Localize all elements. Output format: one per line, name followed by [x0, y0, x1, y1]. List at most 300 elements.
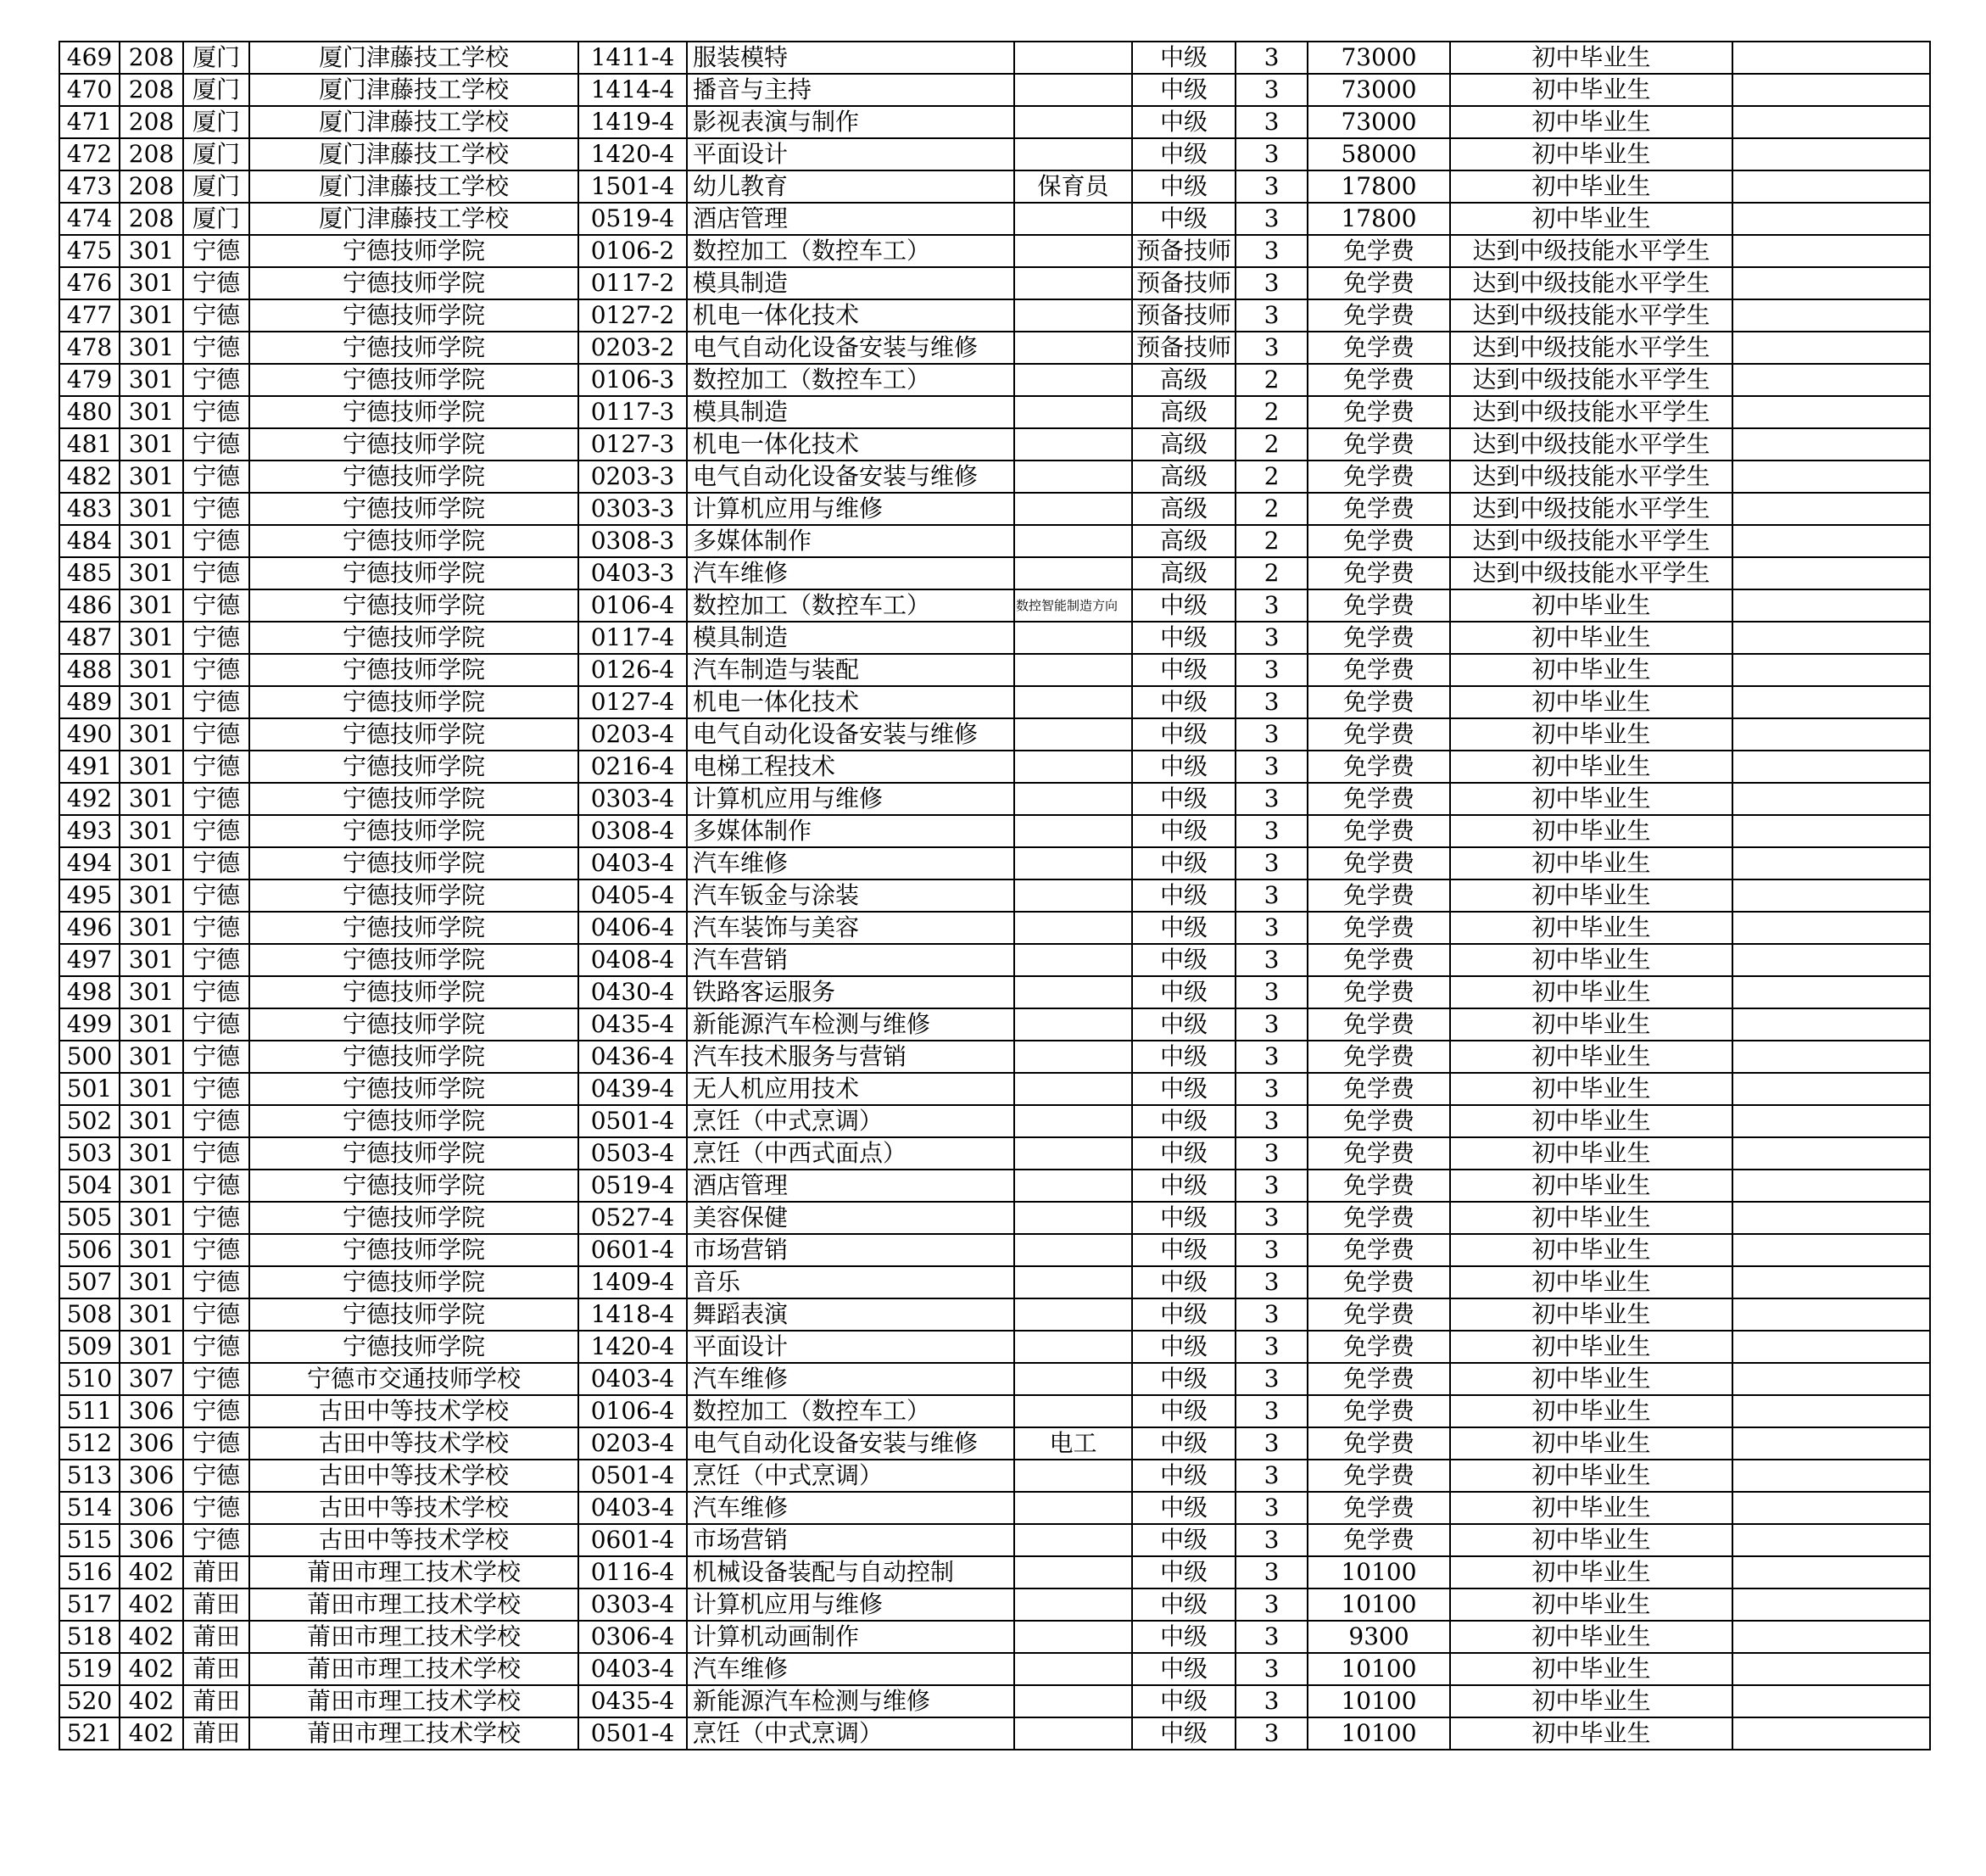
major-name-cell: 汽车装饰与美容: [687, 912, 1014, 944]
remark-cell: [1732, 1395, 1930, 1427]
school-name-cell: 宁德技师学院: [249, 364, 578, 396]
school-name-cell: 宁德技师学院: [249, 686, 578, 718]
direction-cell: [1014, 493, 1132, 525]
remark-cell: [1732, 1266, 1930, 1298]
school-name-cell: 厦门津藤技工学校: [249, 74, 578, 106]
direction-cell: [1014, 428, 1132, 461]
table-row: [59, 815, 1930, 847]
level-cell: 中级: [1132, 1170, 1236, 1202]
major-name-cell: 多媒体制作: [687, 815, 1014, 847]
direction-cell: [1014, 461, 1132, 493]
school-name-cell: 宁德技师学院: [249, 525, 578, 557]
years-cell: 3: [1236, 1556, 1308, 1588]
remark-cell: [1732, 106, 1930, 138]
enrollment-target-cell: 达到中级技能水平学生: [1450, 267, 1732, 299]
direction-cell: [1014, 364, 1132, 396]
level-cell: 预备技师: [1132, 332, 1236, 364]
school-code-cell: 301: [120, 879, 183, 912]
enrollment-target-cell: 初中毕业生: [1450, 1685, 1732, 1717]
major-code-cell: 0406-4: [578, 912, 687, 944]
table-row: [59, 1041, 1930, 1073]
tuition-cell: 免学费: [1308, 783, 1450, 815]
major-name-cell: 电气自动化设备安装与维修: [687, 461, 1014, 493]
remark-cell: [1732, 1717, 1930, 1750]
years-cell: 3: [1236, 1170, 1308, 1202]
direction-cell: [1014, 1105, 1132, 1137]
major-code-cell: 0126-4: [578, 654, 687, 686]
level-cell: 中级: [1132, 1008, 1236, 1041]
table-row: [59, 879, 1930, 912]
direction-cell: [1014, 1266, 1132, 1298]
level-cell: 中级: [1132, 1234, 1236, 1266]
major-name-cell: 平面设计: [687, 138, 1014, 170]
school-name-cell: 宁德技师学院: [249, 847, 578, 879]
row-number-cell: 500: [59, 1041, 120, 1073]
school-code-cell: 208: [120, 74, 183, 106]
table-row: [59, 364, 1930, 396]
table-row: [59, 138, 1930, 170]
table-row: [59, 1137, 1930, 1170]
table-row: [59, 1105, 1930, 1137]
school-name-cell: 莆田市理工技术学校: [249, 1717, 578, 1750]
tuition-cell: 免学费: [1308, 912, 1450, 944]
school-code-cell: 306: [120, 1492, 183, 1524]
school-name-cell: 宁德技师学院: [249, 622, 578, 654]
row-number-cell: 492: [59, 783, 120, 815]
major-name-cell: 电气自动化设备安装与维修: [687, 718, 1014, 751]
direction-cell: [1014, 1041, 1132, 1073]
school-code-cell: 301: [120, 686, 183, 718]
major-code-cell: 0303-4: [578, 783, 687, 815]
direction-cell: [1014, 976, 1132, 1008]
school-name-cell: 宁德技师学院: [249, 267, 578, 299]
table-row: [59, 1395, 1930, 1427]
direction-cell: [1014, 944, 1132, 976]
tuition-cell: 10100: [1308, 1588, 1450, 1621]
school-name-cell: 宁德技师学院: [249, 912, 578, 944]
major-code-cell: 0439-4: [578, 1073, 687, 1105]
tuition-cell: 免学费: [1308, 493, 1450, 525]
city-cell: 宁德: [183, 589, 249, 622]
tuition-cell: 免学费: [1308, 1105, 1450, 1137]
major-code-cell: 0403-4: [578, 1653, 687, 1685]
row-number-cell: 473: [59, 170, 120, 203]
school-name-cell: 宁德技师学院: [249, 815, 578, 847]
years-cell: 3: [1236, 718, 1308, 751]
tuition-cell: 免学费: [1308, 815, 1450, 847]
city-cell: 宁德: [183, 461, 249, 493]
major-code-cell: 0435-4: [578, 1685, 687, 1717]
level-cell: 中级: [1132, 1717, 1236, 1750]
school-name-cell: 宁德技师学院: [249, 1234, 578, 1266]
remark-cell: [1732, 493, 1930, 525]
table-row: [59, 654, 1930, 686]
direction-cell: 数控智能制造方向: [1014, 589, 1132, 622]
major-code-cell: 0436-4: [578, 1041, 687, 1073]
table-row: [59, 1524, 1930, 1556]
major-name-cell: 机电一体化技术: [687, 428, 1014, 461]
tuition-cell: 免学费: [1308, 1331, 1450, 1363]
years-cell: 3: [1236, 1363, 1308, 1395]
major-name-cell: 汽车维修: [687, 847, 1014, 879]
years-cell: 3: [1236, 1588, 1308, 1621]
level-cell: 中级: [1132, 718, 1236, 751]
major-code-cell: 0501-4: [578, 1460, 687, 1492]
years-cell: 3: [1236, 1427, 1308, 1460]
row-number-cell: 488: [59, 654, 120, 686]
tuition-cell: 免学费: [1308, 1170, 1450, 1202]
table-row: [59, 1234, 1930, 1266]
major-name-cell: 无人机应用技术: [687, 1073, 1014, 1105]
years-cell: 3: [1236, 1717, 1308, 1750]
major-name-cell: 汽车制造与装配: [687, 654, 1014, 686]
school-code-cell: 301: [120, 1170, 183, 1202]
school-code-cell: 402: [120, 1685, 183, 1717]
row-number-cell: 495: [59, 879, 120, 912]
table-row: [59, 1588, 1930, 1621]
city-cell: 宁德: [183, 1202, 249, 1234]
major-name-cell: 音乐: [687, 1266, 1014, 1298]
enrollment-target-cell: 初中毕业生: [1450, 42, 1732, 74]
table-row: [59, 299, 1930, 332]
direction-cell: [1014, 332, 1132, 364]
row-number-cell: 508: [59, 1298, 120, 1331]
city-cell: 宁德: [183, 396, 249, 428]
school-name-cell: 宁德技师学院: [249, 235, 578, 267]
major-name-cell: 市场营销: [687, 1234, 1014, 1266]
tuition-cell: 免学费: [1308, 557, 1450, 589]
major-name-cell: 汽车维修: [687, 1653, 1014, 1685]
level-cell: 中级: [1132, 1395, 1236, 1427]
enrollment-target-cell: 初中毕业生: [1450, 74, 1732, 106]
row-number-cell: 512: [59, 1427, 120, 1460]
table-row: [59, 976, 1930, 1008]
city-cell: 宁德: [183, 332, 249, 364]
table-row: [59, 1170, 1930, 1202]
tuition-cell: 免学费: [1308, 1363, 1450, 1395]
enrollment-target-cell: 达到中级技能水平学生: [1450, 364, 1732, 396]
remark-cell: [1732, 42, 1930, 74]
school-name-cell: 宁德技师学院: [249, 428, 578, 461]
remark-cell: [1732, 332, 1930, 364]
enrollment-target-cell: 初中毕业生: [1450, 1202, 1732, 1234]
city-cell: 宁德: [183, 1427, 249, 1460]
years-cell: 3: [1236, 686, 1308, 718]
row-number-cell: 517: [59, 1588, 120, 1621]
tuition-cell: 免学费: [1308, 1234, 1450, 1266]
table-row: [59, 686, 1930, 718]
years-cell: 2: [1236, 557, 1308, 589]
school-code-cell: 301: [120, 944, 183, 976]
row-number-cell: 510: [59, 1363, 120, 1395]
school-name-cell: 宁德技师学院: [249, 1008, 578, 1041]
table-row: [59, 1073, 1930, 1105]
level-cell: 中级: [1132, 138, 1236, 170]
direction-cell: [1014, 815, 1132, 847]
remark-cell: [1732, 1170, 1930, 1202]
enrollment-target-cell: 初中毕业生: [1450, 1266, 1732, 1298]
major-code-cell: 0601-4: [578, 1524, 687, 1556]
school-code-cell: 301: [120, 1202, 183, 1234]
school-name-cell: 宁德技师学院: [249, 332, 578, 364]
school-name-cell: 莆田市理工技术学校: [249, 1556, 578, 1588]
city-cell: 宁德: [183, 622, 249, 654]
city-cell: 宁德: [183, 944, 249, 976]
major-name-cell: 机电一体化技术: [687, 686, 1014, 718]
years-cell: 3: [1236, 622, 1308, 654]
level-cell: 中级: [1132, 654, 1236, 686]
level-cell: 高级: [1132, 461, 1236, 493]
major-name-cell: 汽车钣金与涂装: [687, 879, 1014, 912]
city-cell: 厦门: [183, 106, 249, 138]
major-code-cell: 0303-4: [578, 1588, 687, 1621]
level-cell: 中级: [1132, 847, 1236, 879]
enrollment-target-cell: 初中毕业生: [1450, 1137, 1732, 1170]
table-row: [59, 1008, 1930, 1041]
city-cell: 宁德: [183, 493, 249, 525]
major-name-cell: 数控加工（数控车工）: [687, 589, 1014, 622]
row-number-cell: 521: [59, 1717, 120, 1750]
city-cell: 宁德: [183, 299, 249, 332]
table-row: [59, 106, 1930, 138]
level-cell: 中级: [1132, 783, 1236, 815]
row-number-cell: 507: [59, 1266, 120, 1298]
remark-cell: [1732, 1331, 1930, 1363]
level-cell: 中级: [1132, 1298, 1236, 1331]
row-number-cell: 485: [59, 557, 120, 589]
enrollment-table: [59, 41, 1931, 1750]
row-number-cell: 477: [59, 299, 120, 332]
tuition-cell: 免学费: [1308, 299, 1450, 332]
direction-cell: [1014, 912, 1132, 944]
city-cell: 厦门: [183, 203, 249, 235]
remark-cell: [1732, 74, 1930, 106]
level-cell: 中级: [1132, 1588, 1236, 1621]
school-code-cell: 208: [120, 170, 183, 203]
city-cell: 宁德: [183, 1492, 249, 1524]
table-row: [59, 332, 1930, 364]
tuition-cell: 免学费: [1308, 847, 1450, 879]
city-cell: 宁德: [183, 976, 249, 1008]
school-name-cell: 宁德技师学院: [249, 1073, 578, 1105]
school-code-cell: 301: [120, 847, 183, 879]
years-cell: 3: [1236, 138, 1308, 170]
years-cell: 3: [1236, 1105, 1308, 1137]
major-code-cell: 0403-4: [578, 847, 687, 879]
major-name-cell: 电梯工程技术: [687, 751, 1014, 783]
direction-cell: [1014, 396, 1132, 428]
major-name-cell: 电气自动化设备安装与维修: [687, 332, 1014, 364]
level-cell: 中级: [1132, 1621, 1236, 1653]
table-row: [59, 847, 1930, 879]
school-code-cell: 208: [120, 106, 183, 138]
remark-cell: [1732, 622, 1930, 654]
enrollment-target-cell: 初中毕业生: [1450, 138, 1732, 170]
major-code-cell: 1420-4: [578, 1331, 687, 1363]
major-code-cell: 0203-3: [578, 461, 687, 493]
tuition-cell: 免学费: [1308, 1395, 1450, 1427]
major-name-cell: 多媒体制作: [687, 525, 1014, 557]
school-code-cell: 301: [120, 976, 183, 1008]
enrollment-target-cell: 初中毕业生: [1450, 1395, 1732, 1427]
enrollment-target-cell: 达到中级技能水平学生: [1450, 396, 1732, 428]
row-number-cell: 482: [59, 461, 120, 493]
enrollment-target-cell: 达到中级技能水平学生: [1450, 461, 1732, 493]
level-cell: 中级: [1132, 1073, 1236, 1105]
tuition-cell: 免学费: [1308, 1073, 1450, 1105]
enrollment-target-cell: 初中毕业生: [1450, 1363, 1732, 1395]
tuition-cell: 免学费: [1308, 751, 1450, 783]
major-code-cell: 0106-4: [578, 589, 687, 622]
years-cell: 2: [1236, 525, 1308, 557]
school-code-cell: 301: [120, 396, 183, 428]
level-cell: 中级: [1132, 622, 1236, 654]
school-name-cell: 宁德技师学院: [249, 557, 578, 589]
school-name-cell: 宁德技师学院: [249, 654, 578, 686]
major-name-cell: 酒店管理: [687, 1170, 1014, 1202]
table-row: [59, 396, 1930, 428]
row-number-cell: 476: [59, 267, 120, 299]
remark-cell: [1732, 686, 1930, 718]
direction-cell: [1014, 1137, 1132, 1170]
school-name-cell: 宁德技师学院: [249, 976, 578, 1008]
years-cell: 3: [1236, 944, 1308, 976]
remark-cell: [1732, 654, 1930, 686]
remark-cell: [1732, 912, 1930, 944]
city-cell: 宁德: [183, 1073, 249, 1105]
school-code-cell: 402: [120, 1588, 183, 1621]
school-code-cell: 301: [120, 1331, 183, 1363]
table-row: [59, 42, 1930, 74]
city-cell: 莆田: [183, 1556, 249, 1588]
years-cell: 3: [1236, 1137, 1308, 1170]
direction-cell: [1014, 1170, 1132, 1202]
school-code-cell: 301: [120, 525, 183, 557]
level-cell: 中级: [1132, 1427, 1236, 1460]
tuition-cell: 免学费: [1308, 267, 1450, 299]
direction-cell: [1014, 1653, 1132, 1685]
major-code-cell: 0117-3: [578, 396, 687, 428]
row-number-cell: 479: [59, 364, 120, 396]
remark-cell: [1732, 1073, 1930, 1105]
table-row: [59, 1556, 1930, 1588]
direction-cell: [1014, 106, 1132, 138]
school-name-cell: 厦门津藤技工学校: [249, 138, 578, 170]
major-code-cell: 0527-4: [578, 1202, 687, 1234]
row-number-cell: 469: [59, 42, 120, 74]
enrollment-target-cell: 达到中级技能水平学生: [1450, 428, 1732, 461]
enrollment-target-cell: 初中毕业生: [1450, 686, 1732, 718]
enrollment-target-cell: 初中毕业生: [1450, 976, 1732, 1008]
direction-cell: [1014, 138, 1132, 170]
school-name-cell: 宁德技师学院: [249, 396, 578, 428]
enrollment-target-cell: 初中毕业生: [1450, 1170, 1732, 1202]
remark-cell: [1732, 138, 1930, 170]
level-cell: 高级: [1132, 557, 1236, 589]
tuition-cell: 9300: [1308, 1621, 1450, 1653]
school-name-cell: 宁德技师学院: [249, 1298, 578, 1331]
city-cell: 宁德: [183, 267, 249, 299]
direction-cell: [1014, 1717, 1132, 1750]
school-code-cell: 301: [120, 493, 183, 525]
city-cell: 宁德: [183, 1460, 249, 1492]
tuition-cell: 免学费: [1308, 1492, 1450, 1524]
row-number-cell: 472: [59, 138, 120, 170]
row-number-cell: 487: [59, 622, 120, 654]
level-cell: 预备技师: [1132, 235, 1236, 267]
city-cell: 宁德: [183, 815, 249, 847]
school-code-cell: 301: [120, 718, 183, 751]
row-number-cell: 498: [59, 976, 120, 1008]
school-name-cell: 宁德技师学院: [249, 944, 578, 976]
major-name-cell: 幼儿教育: [687, 170, 1014, 203]
city-cell: 莆田: [183, 1685, 249, 1717]
level-cell: 中级: [1132, 751, 1236, 783]
years-cell: 3: [1236, 235, 1308, 267]
table-row: [59, 203, 1930, 235]
remark-cell: [1732, 1008, 1930, 1041]
direction-cell: [1014, 1234, 1132, 1266]
enrollment-target-cell: 初中毕业生: [1450, 1073, 1732, 1105]
school-code-cell: 301: [120, 364, 183, 396]
years-cell: 3: [1236, 1524, 1308, 1556]
enrollment-target-cell: 初中毕业生: [1450, 622, 1732, 654]
direction-cell: [1014, 1685, 1132, 1717]
city-cell: 宁德: [183, 1524, 249, 1556]
remark-cell: [1732, 364, 1930, 396]
tuition-cell: 73000: [1308, 42, 1450, 74]
city-cell: 莆田: [183, 1588, 249, 1621]
direction-cell: [1014, 1492, 1132, 1524]
table-row: [59, 1331, 1930, 1363]
row-number-cell: 514: [59, 1492, 120, 1524]
table-row: [59, 1492, 1930, 1524]
school-code-cell: 306: [120, 1427, 183, 1460]
city-cell: 宁德: [183, 879, 249, 912]
tuition-cell: 免学费: [1308, 1202, 1450, 1234]
row-number-cell: 481: [59, 428, 120, 461]
direction-cell: 保育员: [1014, 170, 1132, 203]
school-code-cell: 306: [120, 1395, 183, 1427]
years-cell: 3: [1236, 332, 1308, 364]
row-number-cell: 501: [59, 1073, 120, 1105]
major-name-cell: 烹饪（中式烹调）: [687, 1717, 1014, 1750]
direction-cell: [1014, 1460, 1132, 1492]
level-cell: 中级: [1132, 1266, 1236, 1298]
row-number-cell: 516: [59, 1556, 120, 1588]
school-name-cell: 宁德技师学院: [249, 718, 578, 751]
remark-cell: [1732, 1460, 1930, 1492]
tuition-cell: 免学费: [1308, 1041, 1450, 1073]
tuition-cell: 免学费: [1308, 686, 1450, 718]
years-cell: 3: [1236, 299, 1308, 332]
row-number-cell: 491: [59, 751, 120, 783]
major-name-cell: 新能源汽车检测与维修: [687, 1008, 1014, 1041]
school-name-cell: 宁德技师学院: [249, 493, 578, 525]
tuition-cell: 免学费: [1308, 1137, 1450, 1170]
level-cell: 中级: [1132, 1202, 1236, 1234]
major-code-cell: 0127-3: [578, 428, 687, 461]
school-code-cell: 306: [120, 1460, 183, 1492]
level-cell: 中级: [1132, 976, 1236, 1008]
remark-cell: [1732, 267, 1930, 299]
level-cell: 中级: [1132, 686, 1236, 718]
direction-cell: 电工: [1014, 1427, 1132, 1460]
row-number-cell: 519: [59, 1653, 120, 1685]
city-cell: 宁德: [183, 1170, 249, 1202]
row-number-cell: 499: [59, 1008, 120, 1041]
direction-cell: [1014, 299, 1132, 332]
